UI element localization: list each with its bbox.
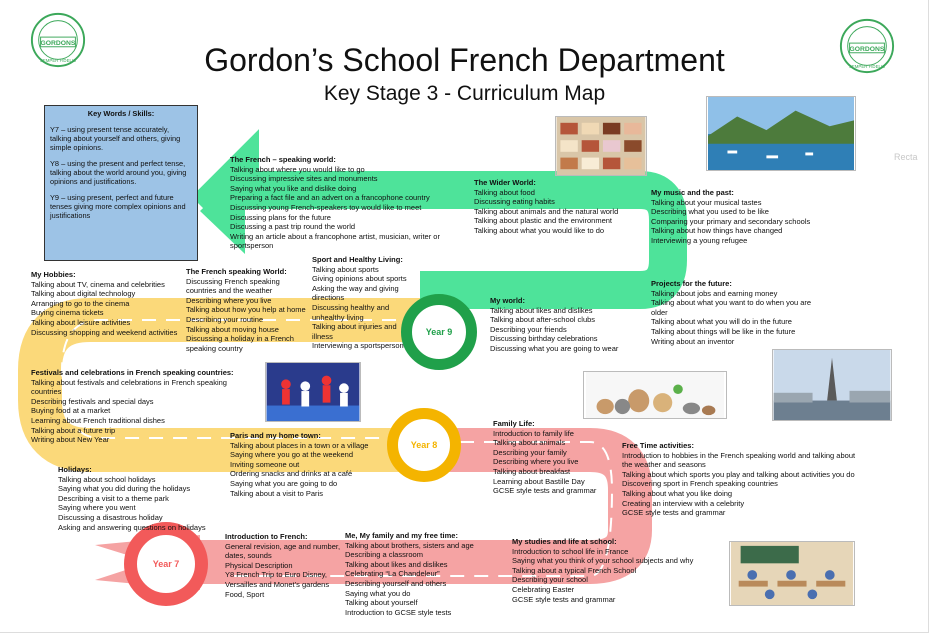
topic-music-past xyxy=(651,188,835,246)
topic-item: Talking about things will be like in the future xyxy=(651,326,796,336)
page-subtitle: Key Stage 3 - Curriculum Map xyxy=(323,82,606,105)
topic-item: Talking about TV, cinema and celebrities xyxy=(31,279,165,289)
topic-item: Talking about breakfast xyxy=(493,466,571,476)
topic-item: Talking about food xyxy=(474,187,535,197)
topic-heading: Me, My family and my free time: xyxy=(345,531,458,540)
topic-item: Discussing young French-speakers toy would like to meet xyxy=(230,202,422,212)
topic-item: Introduction to school life in France xyxy=(512,546,629,556)
topic-family-life xyxy=(493,419,617,496)
topic-studies xyxy=(512,537,718,604)
topic-sport xyxy=(312,255,414,351)
topic-item: Talking about digital technology xyxy=(31,289,136,299)
topic-item: Talking about what you will do in the future xyxy=(651,317,792,327)
topic-item: Interviewing a sportsperson xyxy=(312,341,404,351)
topic-item: Talking about animals xyxy=(493,438,566,448)
topic-wider-world xyxy=(474,178,642,236)
topic-my-world xyxy=(490,296,632,354)
topic-item: Writing about an inventor xyxy=(651,336,735,346)
topic-item: Introduction to hobbies in the French speaking world and talking about the weather and seasons xyxy=(622,450,856,470)
svg-text:SEMPER FIDELIS: SEMPER FIDELIS xyxy=(40,58,76,64)
topic-item: Describing what you used to be like xyxy=(651,207,769,217)
topic-item: Physical Description xyxy=(225,560,293,570)
topic-item: Talking about your musical tastes xyxy=(651,197,762,207)
topic-heading: The Wider World: xyxy=(474,178,536,187)
topic-item: Saying where you went xyxy=(58,503,136,513)
topic-family-free-time xyxy=(345,531,495,617)
photo-pastries xyxy=(555,116,647,176)
topic-item: Talking about a typical French School xyxy=(512,565,637,575)
topic-heading: Sport and Healthy Living: xyxy=(312,255,403,264)
topic-item: Introduction to family life xyxy=(493,428,574,438)
topic-item: Talking about jobs and earning money xyxy=(651,288,778,298)
topic-item: Celebrating “La Chandeleur” xyxy=(345,569,440,579)
topic-item: GCSE style tests and grammar xyxy=(493,486,597,496)
topic-free-time xyxy=(622,441,858,518)
key-words-heading: Key Words / Skills: xyxy=(87,109,155,118)
topic-item: Talking about animals and the natural world xyxy=(474,206,619,216)
topic-heading: The French – speaking world: xyxy=(230,155,336,164)
topic-item: Describing your friends xyxy=(490,324,567,334)
faint-label: Recta xyxy=(894,152,918,162)
topic-item: Describing yourself and others xyxy=(345,578,447,588)
topic-item: Giving opinions about sports xyxy=(312,274,407,284)
topic-item: Saying what you are going to do xyxy=(230,478,338,488)
topic-item: Describing where you live xyxy=(186,295,272,305)
topic-item: Preparing a fact file and an advert on a francophone country xyxy=(230,193,430,203)
topic-paris xyxy=(230,431,390,498)
photo-paris xyxy=(772,349,892,421)
topic-item: Talking about likes and dislikes xyxy=(490,305,593,315)
photo-classroom xyxy=(729,541,855,606)
photo-harbour xyxy=(706,96,856,171)
topic-item: Asking the way and giving directions xyxy=(312,283,399,303)
topic-item: Talking about plastic and the environment xyxy=(474,216,613,226)
topic-item: Talking about what you want to do when you are older xyxy=(651,298,812,317)
topic-french-speaking-world-2 xyxy=(186,267,308,353)
topic-hobbies xyxy=(31,270,183,337)
topic-item: Describing a classroom xyxy=(345,550,423,560)
topic-item: Y8 French Trip to Euro Disney, Versailles and Monet’s gardens xyxy=(225,570,330,589)
topic-item: Talking about school holidays xyxy=(58,474,156,484)
year9-label: Year 9 xyxy=(425,327,453,337)
topic-item: Interviewing a young refugee xyxy=(651,235,748,245)
key-words-box xyxy=(44,105,198,261)
topic-item: Talking about what you like doing xyxy=(622,488,733,498)
topic-item: Talking about how you help at home xyxy=(186,305,306,315)
topic-item: Talking about yourself xyxy=(345,598,418,608)
topic-item: Ordering snacks and drinks at a café xyxy=(230,469,353,479)
topic-item: Learning about Bastille Day xyxy=(493,476,585,486)
svg-text:GORDONS: GORDONS xyxy=(849,45,885,53)
topic-intro-french xyxy=(225,532,343,599)
photo-handball xyxy=(265,362,361,422)
topic-item: Saying where you go at the weekend xyxy=(230,450,353,460)
topic-heading: My world: xyxy=(490,296,525,305)
topic-item: GCSE style tests and grammar xyxy=(512,594,616,604)
topic-item: Discovering sport in French speaking countries xyxy=(622,479,778,489)
topic-heading: Projects for the future: xyxy=(651,279,732,288)
photo-pets xyxy=(583,371,727,419)
topic-item: Discussing impressive sites and monuments xyxy=(230,174,378,184)
topic-item: Discussing shopping and weekend activities xyxy=(31,327,178,337)
topic-item: Discussing French speaking countries and the weather xyxy=(186,276,280,296)
topic-item: Buying food at a market xyxy=(31,406,111,416)
topic-item: Talking about festivals and celebrations in French speaking countries xyxy=(31,377,227,397)
topic-item: Talking about leisure activities xyxy=(31,317,131,327)
topic-item: Talking about sports xyxy=(312,264,379,274)
topic-item: Describing your school xyxy=(512,575,588,585)
topic-item: Saying what you do xyxy=(345,588,411,598)
topic-item: GCSE style tests and grammar xyxy=(622,508,726,518)
year8-label: Year 8 xyxy=(410,440,438,450)
key-words-y9: Y9 – using present, perfect and future tenses giving more complex opinions and justifications xyxy=(50,193,186,220)
topic-item: Discussing birthday celebrations xyxy=(490,334,598,344)
topic-item: Discussing healthy and unhealthy living xyxy=(312,302,390,322)
topic-item: Discussing eating habits xyxy=(474,197,555,207)
topic-heading: Festivals and celebrations in French speaking countries: xyxy=(31,368,234,377)
svg-text:GORDONS: GORDONS xyxy=(40,39,76,47)
topic-item: Describing a visit to a theme park xyxy=(58,493,169,503)
topic-item: Talking about brothers, sisters and age xyxy=(345,540,474,550)
topic-item: Discussing plans for the future xyxy=(230,212,331,222)
topic-item: Talking about places in a town or a village xyxy=(230,440,369,450)
page-title: Gordon’s School French Department xyxy=(204,42,725,78)
topic-item: Describing your family xyxy=(493,447,567,457)
topic-item: Inviting someone out xyxy=(230,459,300,469)
topic-item: Describing your routine xyxy=(186,314,264,324)
topic-projects xyxy=(651,279,821,346)
topic-item: Discussing a past trip round the world xyxy=(230,222,356,232)
topic-item: Describing where you live xyxy=(493,457,579,467)
topic-item: Food, Sport xyxy=(225,589,265,599)
topic-heading: My Hobbies: xyxy=(31,270,76,279)
topic-heading: Free Time activities: xyxy=(622,441,694,450)
topic-heading: Introduction to French: xyxy=(225,532,308,541)
topic-item: Celebrating Easter xyxy=(512,584,575,594)
topic-heading: My music and the past: xyxy=(651,188,734,197)
topic-item: Arranging to go to the cinema xyxy=(31,298,130,308)
topic-item: Talking about likes and dislikes xyxy=(345,559,448,569)
topic-item: Talking about how things have changed xyxy=(651,226,783,236)
topic-item: Talking about after-school clubs xyxy=(490,315,596,325)
topic-item: Asking and answering questions on holidays xyxy=(58,522,206,532)
topic-item: Writing about New Year xyxy=(31,435,110,445)
topic-item: Saying what you think of your school subjects and why xyxy=(512,556,694,566)
topic-heading: Family Life: xyxy=(493,419,535,428)
topic-item: Learning about French traditional dishes xyxy=(31,415,165,425)
topic-heading: The French speaking World: xyxy=(186,267,287,276)
year7-label: Year 7 xyxy=(152,559,180,569)
topic-holidays xyxy=(58,465,230,532)
key-words-y7: Y7 – using present tense accurately, talking about yourself and others, giving simple opinions. xyxy=(50,125,181,152)
topic-item: Creating an interview with a celebrity xyxy=(622,498,745,508)
topic-item: Saying what you like and dislike doing xyxy=(230,183,357,193)
year7-marker xyxy=(124,522,208,606)
topic-item: Discussing a holiday in a French speaking country xyxy=(186,334,294,353)
topic-item: Talking about injuries and illness xyxy=(312,322,397,341)
topic-item: General revision, age and number, dates, sounds xyxy=(225,541,341,561)
year8-marker xyxy=(387,408,461,482)
topic-item: Talking about moving house xyxy=(186,324,279,334)
topic-item: Saying what you did during the holidays xyxy=(58,484,191,494)
topic-item: Talking about a future trip xyxy=(31,425,116,435)
topic-festivals xyxy=(31,368,255,445)
topic-item: Describing festivals and special days xyxy=(31,396,154,406)
topic-item: Buying cinema tickets xyxy=(31,308,104,318)
svg-text:SEMPER FIDELIS: SEMPER FIDELIS xyxy=(849,64,885,70)
topic-heading: Holidays: xyxy=(58,465,92,474)
topic-item: Talking about what you would like to do xyxy=(474,225,605,235)
topic-item: Talking about which sports you play and talking about activities you do xyxy=(622,469,855,479)
topic-item: Talking about where you would like to go xyxy=(230,164,365,174)
topic-item: Discussing what you are going to wear xyxy=(490,343,619,353)
key-words-y8: Y8 – using the present and perfect tense, talking about the world around you, giving opinions and justifications. xyxy=(50,159,187,186)
topic-item: Talking about a visit to Paris xyxy=(230,488,323,498)
topic-french-speaking-world xyxy=(230,155,458,251)
topic-item: Introduction to GCSE style tests xyxy=(345,607,452,617)
topic-item: Comparing your primary and secondary schools xyxy=(651,216,811,226)
topic-item: Writing an article about a francophone artist, musician, writer or sportsperson xyxy=(230,231,440,251)
topic-item: Discussing a disastrous holiday xyxy=(58,512,163,522)
topic-heading: Paris and my home town: xyxy=(230,431,321,440)
topic-heading: My studies and life at school: xyxy=(512,537,617,546)
